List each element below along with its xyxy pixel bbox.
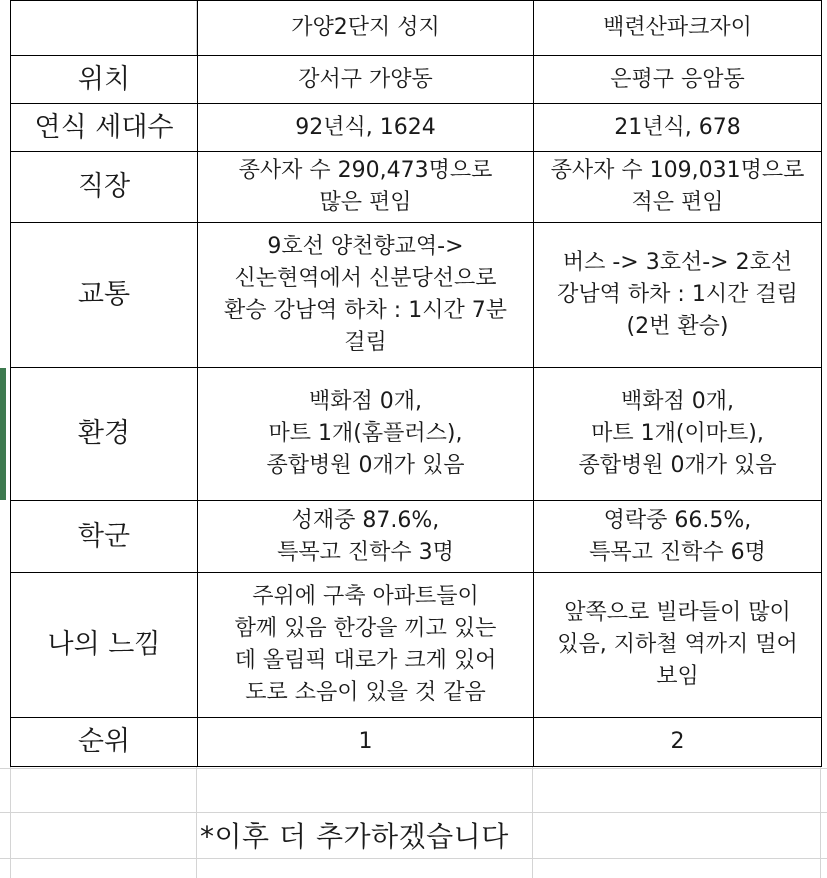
selected-row-indicator <box>0 368 6 500</box>
row-label-environment[interactable]: 환경 <box>11 368 198 501</box>
table-cell[interactable]: 2 <box>534 718 822 767</box>
table-row <box>11 573 822 718</box>
row-label-location[interactable]: 위치 <box>11 56 198 104</box>
grid-row-line <box>0 858 827 859</box>
row-label-year-households[interactable]: 연식 세대수 <box>11 104 198 152</box>
table-cell[interactable]: 성재중 87.6%, 특목고 진학수 3명 <box>198 501 534 573</box>
grid-row-line <box>0 812 827 813</box>
table-cell[interactable]: 백화점 0개, 마트 1개(이마트), 종합병원 0개가 있음 <box>534 368 822 501</box>
table-cell[interactable]: 92년식, 1624 <box>198 104 534 152</box>
table-row <box>11 152 822 223</box>
header-cell-apartment-2[interactable]: 백련산파크자이 <box>534 1 822 56</box>
footnote-text[interactable]: *이후 더 추가하겠습니다 <box>200 820 509 853</box>
row-label-impression[interactable]: 나의 느낌 <box>11 573 198 718</box>
table-row <box>11 104 822 152</box>
table-cell[interactable]: 종사자 수 290,473명으로 많은 편임 <box>198 152 534 223</box>
table-cell[interactable]: 주위에 구축 아파트들이 함께 있음 한강을 끼고 있는 데 올림픽 대로가 크게 있어 도로 소음이 있을 것 같음 <box>198 573 534 718</box>
table-cell[interactable]: 앞쪽으로 빌라들이 많이 있음, 지하철 역까지 멀어 보임 <box>534 573 822 718</box>
row-label-transport[interactable]: 교통 <box>11 223 198 368</box>
grid-row-line <box>0 768 827 769</box>
table-row <box>11 368 822 501</box>
table-cell[interactable]: 21년식, 678 <box>534 104 822 152</box>
row-label-rank[interactable]: 순위 <box>11 718 198 767</box>
header-row <box>11 1 822 56</box>
table-cell[interactable]: 은평구 응암동 <box>534 56 822 104</box>
table-cell[interactable]: 1 <box>198 718 534 767</box>
table-row <box>11 718 822 767</box>
corner-cell[interactable] <box>11 1 198 56</box>
table-cell[interactable]: 백화점 0개, 마트 1개(홈플러스), 종합병원 0개가 있음 <box>198 368 534 501</box>
table-row <box>11 501 822 573</box>
table-cell[interactable]: 강서구 가양동 <box>198 56 534 104</box>
table-cell[interactable]: 버스 -> 3호선-> 2호선 강남역 하차 : 1시간 걸림 (2번 환승) <box>534 223 822 368</box>
table-row <box>11 223 822 368</box>
header-cell-apartment-1[interactable]: 가양2단지 성지 <box>198 1 534 56</box>
row-label-school[interactable]: 학군 <box>11 501 198 573</box>
table-cell[interactable]: 영락중 66.5%, 특목고 진학수 6명 <box>534 501 822 573</box>
table-row <box>11 56 822 104</box>
table-cell[interactable]: 종사자 수 109,031명으로 적은 편임 <box>534 152 822 223</box>
comparison-table <box>10 0 822 767</box>
row-label-workplace[interactable]: 직장 <box>11 152 198 223</box>
table-cell[interactable]: 9호선 양천향교역-> 신논현역에서 신분당선으로 환승 강남역 하차 : 1시간 7분 걸림 <box>198 223 534 368</box>
